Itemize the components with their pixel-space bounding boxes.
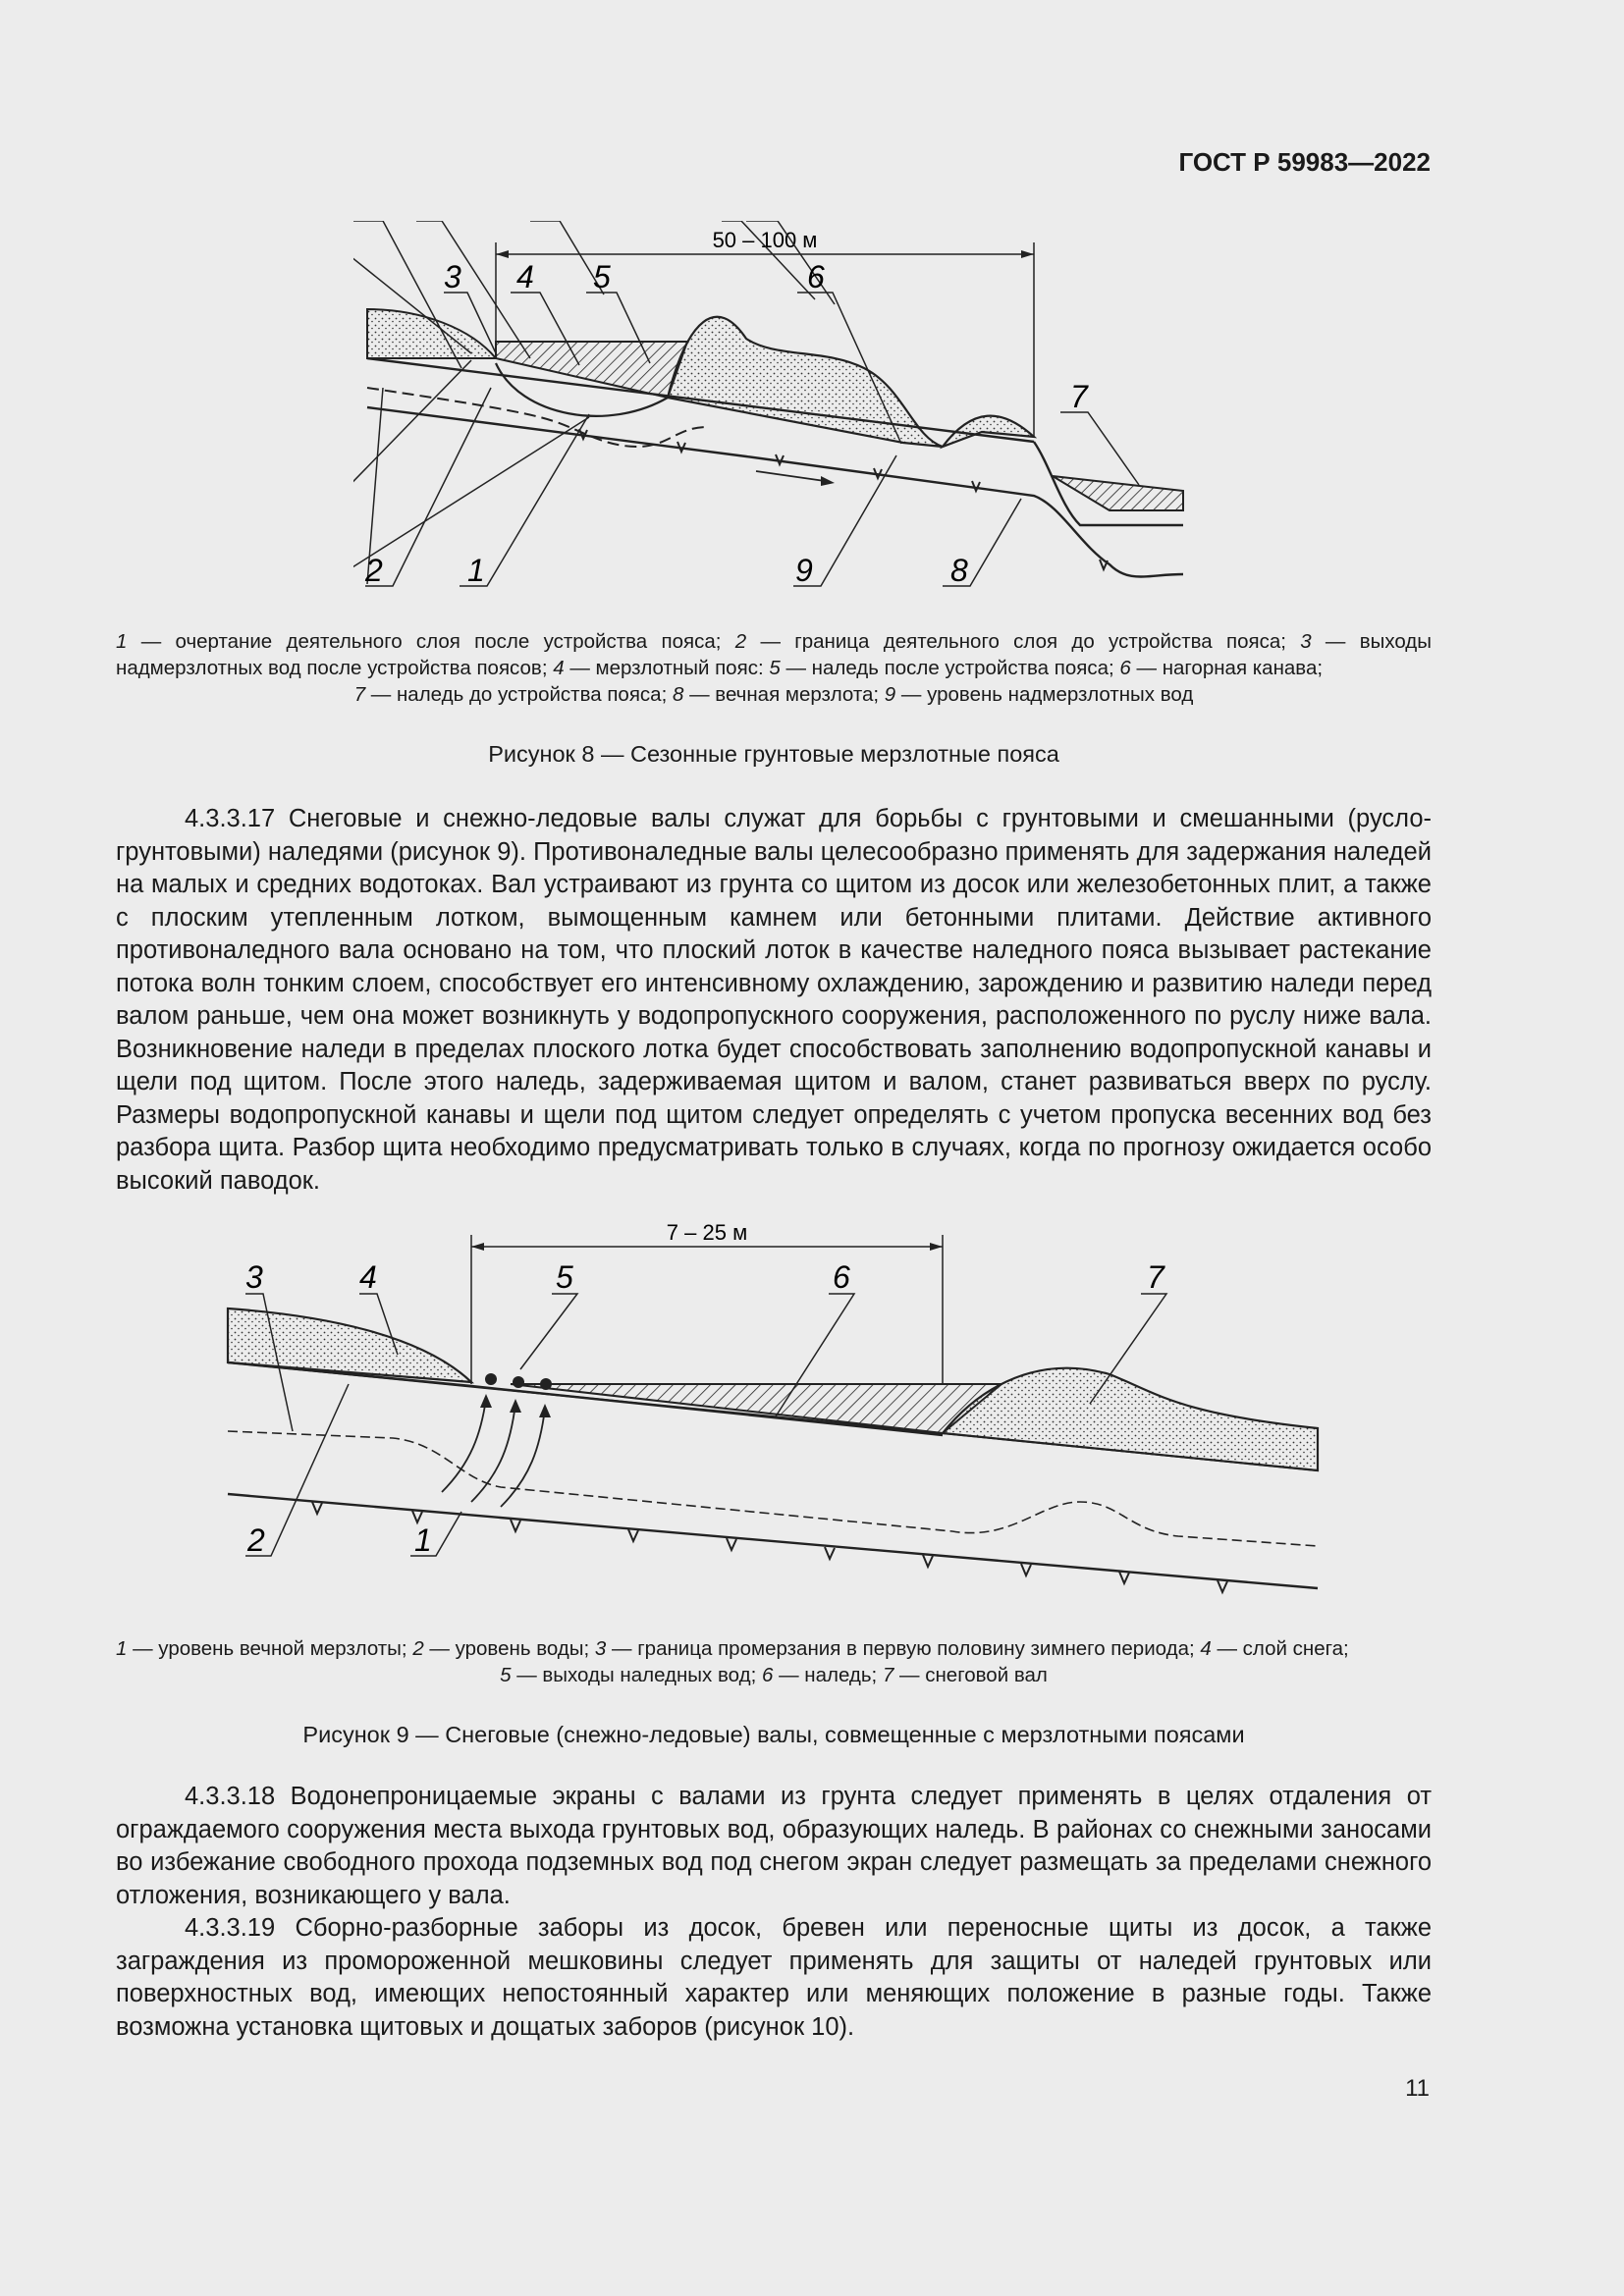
legend-num: 6	[1119, 657, 1131, 679]
fig8-label-3: 3	[444, 259, 461, 294]
fig8-label-7: 7	[1070, 379, 1088, 414]
fig9-label-2: 2	[247, 1522, 265, 1558]
figure-8-dimension: 50 – 100 м	[712, 228, 818, 252]
fig8-label-5: 5	[593, 259, 611, 294]
figure-9-diagram	[0, 1207, 1624, 1620]
fig9-label-4: 4	[359, 1259, 377, 1295]
legend-num: 7	[882, 1664, 894, 1686]
figure-8-leaders	[0, 0, 1624, 628]
legend-text: — мерзлотный пояс:	[564, 657, 770, 679]
legend-text: — граница промерзания в первую половину зимнего периода;	[606, 1637, 1201, 1660]
legend-text: — снеговой вал	[893, 1664, 1048, 1686]
legend-text: — наледь после устройства пояса;	[780, 657, 1120, 679]
legend-num: 4	[553, 657, 565, 679]
fig9-label-1: 1	[414, 1522, 432, 1558]
figure-9-dimension: 7 – 25 м	[666, 1220, 748, 1245]
legend-text: — выходы наледных вод;	[511, 1664, 762, 1686]
legend-num: 3	[1300, 630, 1312, 653]
legend-num: 3	[594, 1637, 607, 1660]
legend-text: — наледь до устройства пояса;	[365, 683, 673, 706]
fig8-label-4: 4	[516, 259, 534, 294]
legend-num: 2	[734, 630, 747, 653]
legend-text: — вечная мерзлота;	[683, 683, 885, 706]
fig9-label-5: 5	[556, 1259, 573, 1295]
legend-text: — уровень воды;	[423, 1637, 595, 1660]
paragraph-4-3-3-18: 4.3.3.18 Водонепроницаемые экраны с валами из грунта следует применять в целях отдаления от ограждаемого сооружения места выхода грунтовых вод, образующих наледь. В районах со снежными заносами во избежание свободного прохода подземных вод под снегом экран следует размещать за пределами снежного отложения, возникающего у вала.	[116, 1783, 1432, 1909]
figure-9-caption: Рисунок 9 — Снеговые (снежно-ледовые) валы, совмещенные с мерзлотными поясами	[302, 1722, 1245, 1747]
legend-text: — уровень надмерзлотных вод	[895, 683, 1194, 706]
fig8-label-8: 8	[950, 553, 968, 588]
figure-9-legend	[116, 1635, 1432, 1662]
legend-text: — очертание деятельного слоя после устройства пояса;	[127, 630, 735, 653]
figure-8-legend	[116, 628, 1432, 681]
legend-text: — граница деятельного слоя до устройства пояса;	[746, 630, 1301, 653]
legend-text: — нагорная канава;	[1130, 657, 1324, 679]
fig8-label-2: 2	[365, 553, 383, 588]
paragraph-4-3-3-17	[116, 803, 1432, 1198]
legend-text: — слой снега;	[1211, 1637, 1349, 1660]
paragraph-4-3-3-19: 4.3.3.19 Сборно-разборные заборы из досок, бревен или переносные щиты из досок, а также заграждения из промороженной мешковины следует применять для защиты от наледей грунтовых или поверхностных вод, имеющих непостоянный характер или меняющих положение в разные годы. Также возможна установка щитовых и дощатых заборов (рисунок 10).	[116, 1914, 1432, 2041]
fig9-label-3: 3	[245, 1259, 263, 1295]
legend-num: 1	[116, 1637, 128, 1660]
legend-num: 5	[500, 1664, 512, 1686]
legend-num: 9	[884, 683, 896, 706]
figure-8-caption: Рисунок 8 — Сезонные грунтовые мерзлотные пояса	[488, 741, 1059, 767]
figure-9-legend-last-line	[116, 1662, 1432, 1688]
fig8-label-6: 6	[807, 259, 825, 294]
standard-header: ГОСТ Р 59983—2022	[1178, 147, 1431, 177]
fig8-label-9: 9	[795, 553, 813, 588]
legend-num: 8	[672, 683, 684, 706]
legend-num: 4	[1200, 1637, 1212, 1660]
legend-num: 6	[761, 1664, 774, 1686]
legend-num: 2	[412, 1637, 424, 1660]
legend-num: 7	[353, 683, 366, 706]
legend-num: 1	[116, 630, 128, 653]
paragraphs-4-3-3-18-19	[116, 1781, 1432, 2044]
fig9-label-7: 7	[1147, 1259, 1164, 1295]
fig8-label-1: 1	[467, 553, 485, 588]
paragraph-text: 4.3.3.17 Снеговые и снежно-ледовые валы служат для борьбы с грунтовыми и смешанными (русло-грунтовыми) наледями (рисунок 9). Противоналедные валы целесообразно применять для задержания наледей на малых и средних водотоках. Вал устраивают из грунта со щитом из досок или железобетонных плит, а также с плоским утепленным лотком, вымощенным камнем или бетонными плитами. Действие активного противоналедного вала основано на том, что плоский лоток в качестве наледного пояса вызывает растекание потока волн тонким слоем, способствует его интенсивному охлаждению, зарождению и развитию наледи перед валом раньше, чем она может возникнуть у водопропускного сооружения, расположенного по руслу ниже вала. Возникновение наледи в пределах плоского лотка будет способствовать заполнению водопропускной канавы и щели под щитом. После этого наледь, задерживаемая щитом и валом, станет развиваться вверх по руслу. Размеры водопропускной канавы и щели под щитом следует определять с учетом пропуска весенних вод без разбора щита. Разбор щита необходимо предусматривать только в случаях, когда по прогнозу ожидается особо высокий паводок.	[116, 805, 1432, 1195]
legend-text: — уровень вечной мерзлоты;	[127, 1637, 413, 1660]
legend-num: 5	[769, 657, 781, 679]
legend-text: — выходы надмерзлотных вод после устройства поясов;	[116, 630, 1433, 679]
fig9-label-6: 6	[833, 1259, 850, 1295]
page-number: 11	[1405, 2075, 1430, 2102]
figure-8-legend-last-line	[116, 681, 1432, 708]
legend-text: — наледь;	[773, 1664, 883, 1686]
